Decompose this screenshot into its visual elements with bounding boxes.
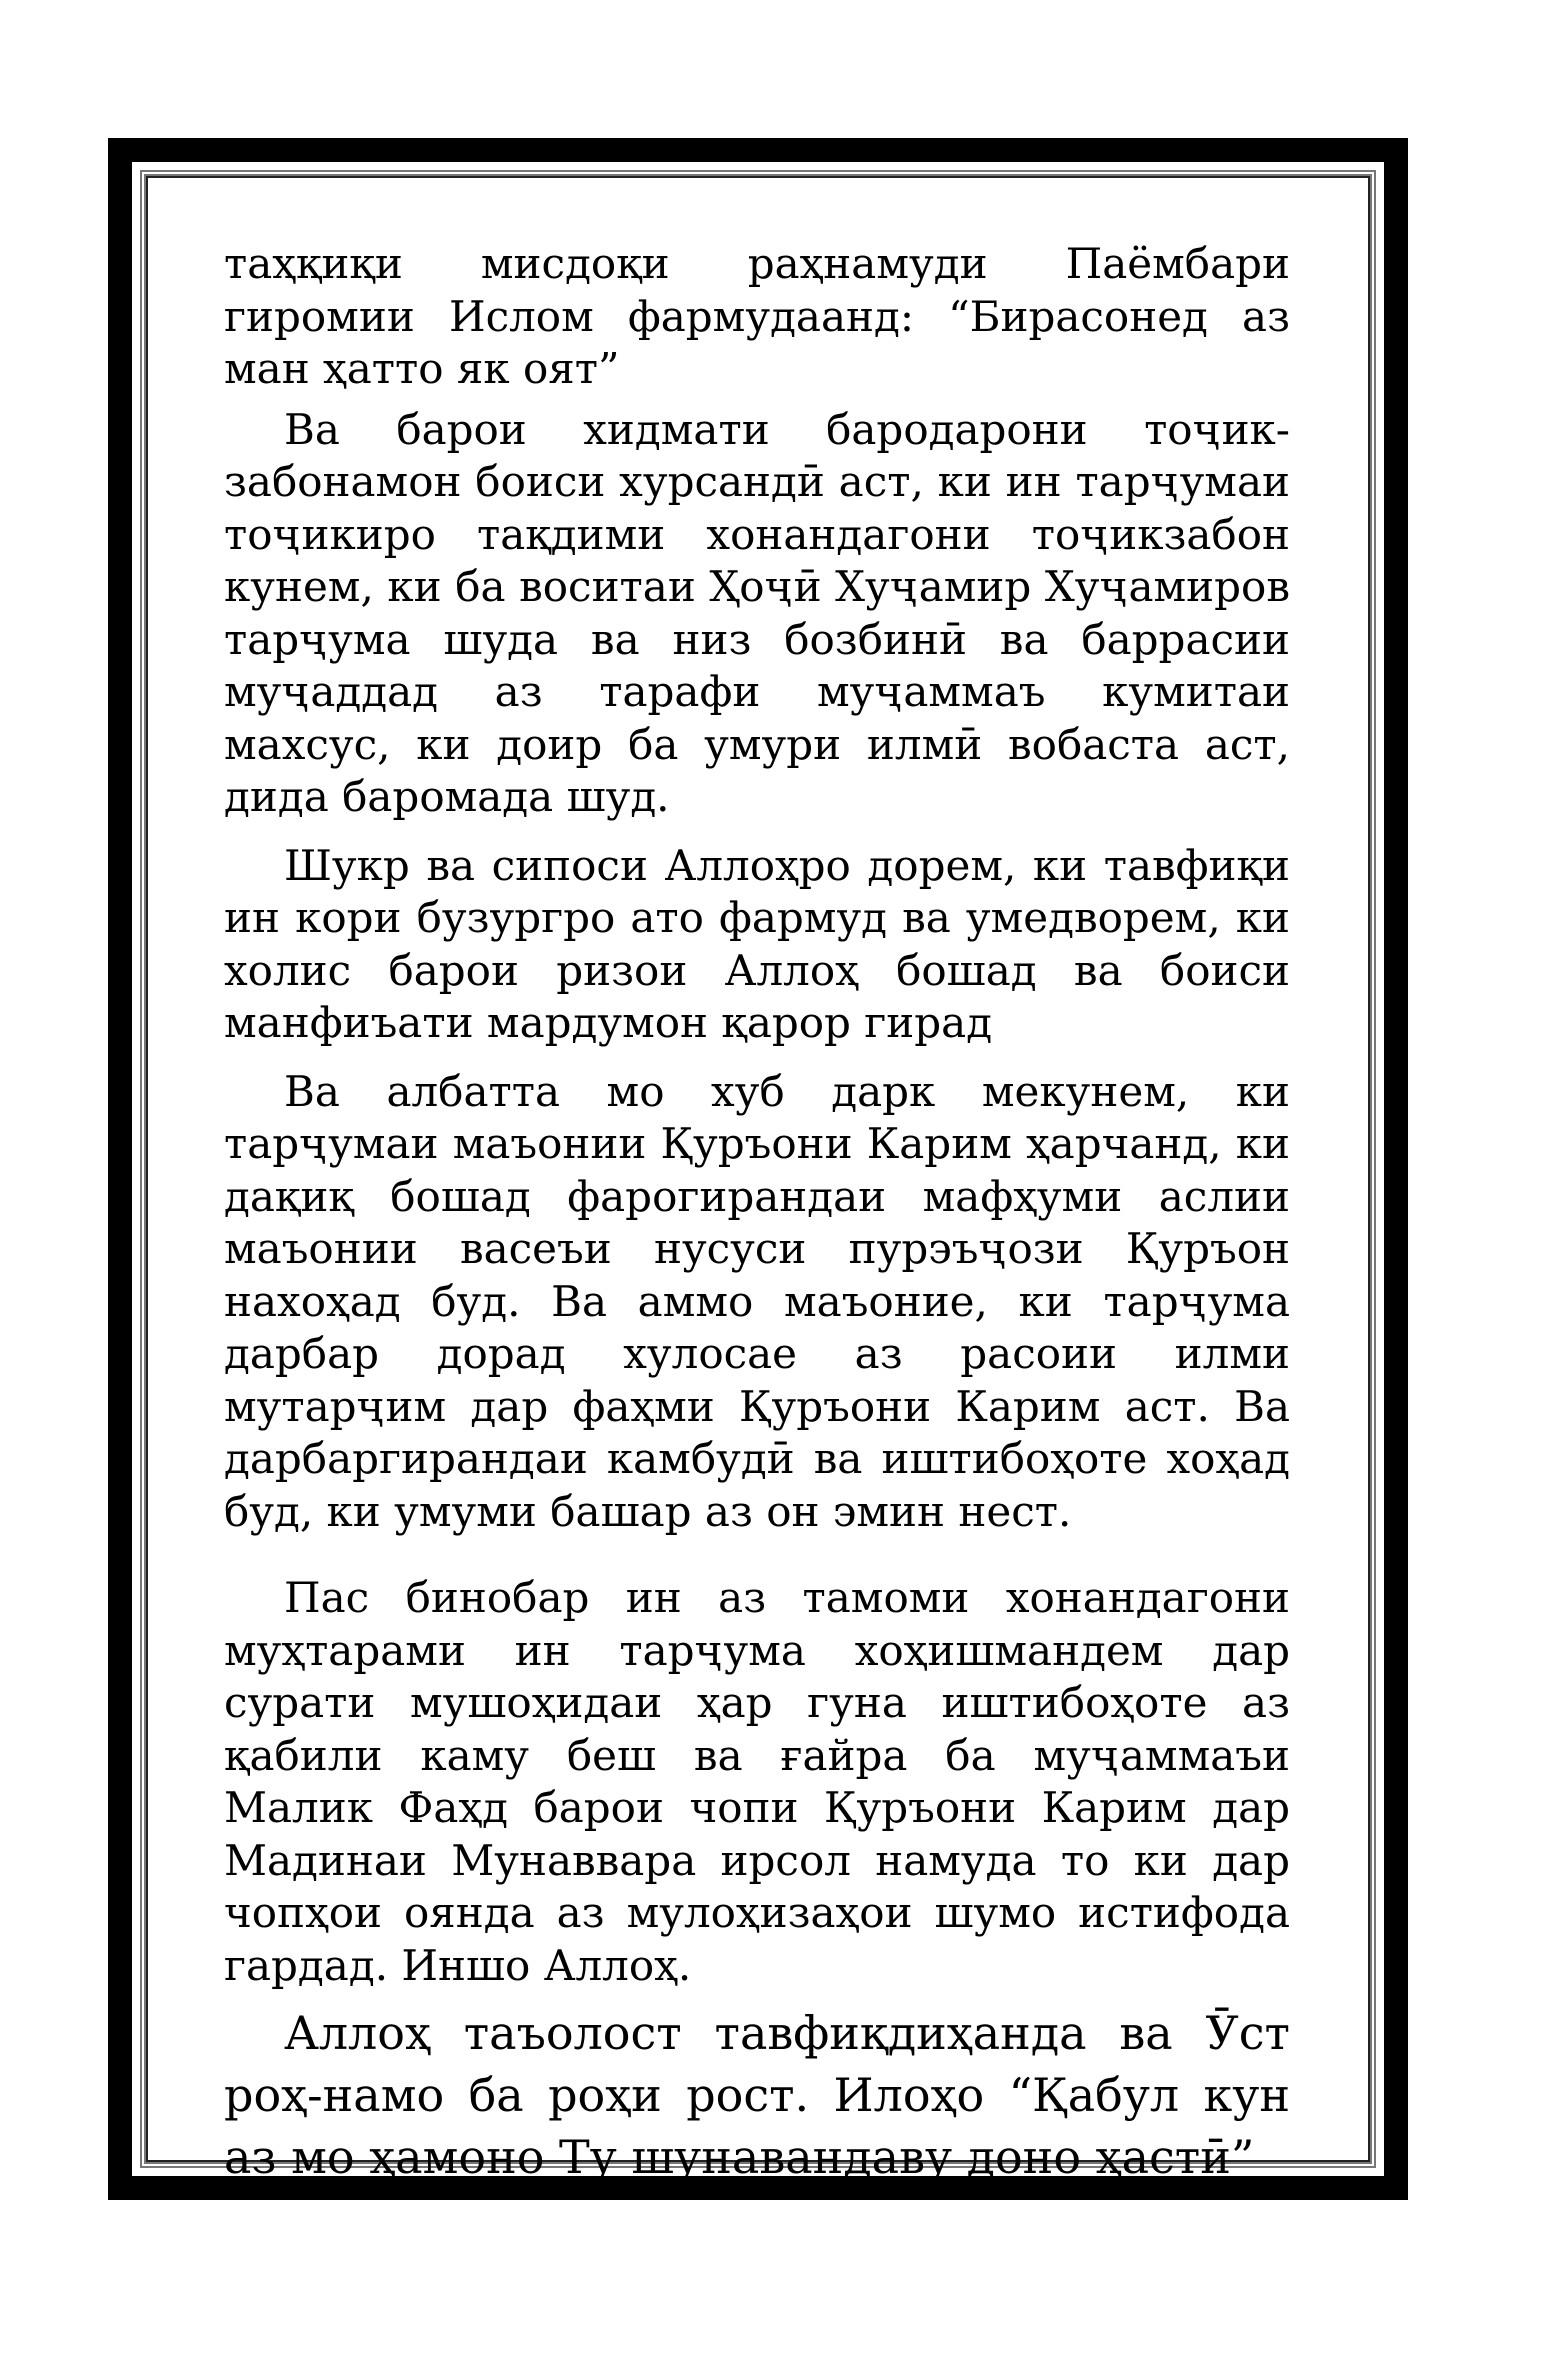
page-text-body [224, 238, 1290, 2188]
paragraph-closing-prayer: Аллоҳ таъолост тавфиқдиҳанда ва Ӯст роҳ-намо ба роҳи рост. Илоҳо “Қабул кун аз мо ҳамоно Ту шунавандаву доно ҳастӣ” [224, 2006, 1290, 2184]
paragraph-gratitude: Шукр ва сипоси Аллоҳро дорем, ки тавфиқи ин кори бузургро ато фармуд ва умедворем, ки холис барои ризои Аллоҳ бошад ва боиси манфиъати мардумон қарор гирад [224, 840, 1290, 1047]
paragraph-translation-limits: Ва албатта мо хуб дарк мекунем, ки тарҷумаи маъонии Қуръони Карим ҳарчанд, ки дақиқ бошад фарогирандаи мафҳуми аслии маъонии васеъи нусуси пурэъҷози Қуръон нахоҳад буд. Ва аммо маъоние, ки тарҷума дарбар дорад хулосае аз расоии илми мутарҷим дар фаҳми Қуръони Карим аст. Ва дарбаргирандаи камбудӣ ва иштибоҳоте хоҳад буд, ки умуми башар аз он эмин нест. [224, 1066, 1290, 1536]
paragraph-quote-continuation: таҳқиқи мисдоқи раҳнамуди Паёмбари гиромии Ислом фармудаанд: “Бирасонед аз ман ҳатто як оят” [224, 239, 1290, 393]
paragraph-translation-info: Ва барои хидмати бародарони тоҷик-забонамон боиси хурсандӣ аст, ки ин тарҷумаи тоҷикиро тақдими хонандагони тоҷикзабон кунем, ки ба воситаи Ҳоҷӣ Хуҷамир Хуҷамиров тарҷума шуда ва низ бозбинӣ ва баррасии муҷаддад аз тарафи муҷаммаъ кумитаи махсус, ки доир ба умури илмӣ вобаста аст, дида баромада шуд. [224, 404, 1290, 821]
paragraph-reader-request: Пас бинобар ин аз тамоми хонандагони муҳтарами ин тарҷума хоҳишмандем дар сурати мушоҳидаи ҳар гуна иштибоҳоте аз қабили каму беш ва ғайра ба муҷаммаъи Малик Фаҳд барои чопи Қуръони Карим дар Мадинаи Мунаввара ирсол намуда то ки дар чопҳои оянда аз мулоҳизаҳои шумо истифода гардад. Иншо Аллоҳ. [224, 1573, 1290, 1990]
